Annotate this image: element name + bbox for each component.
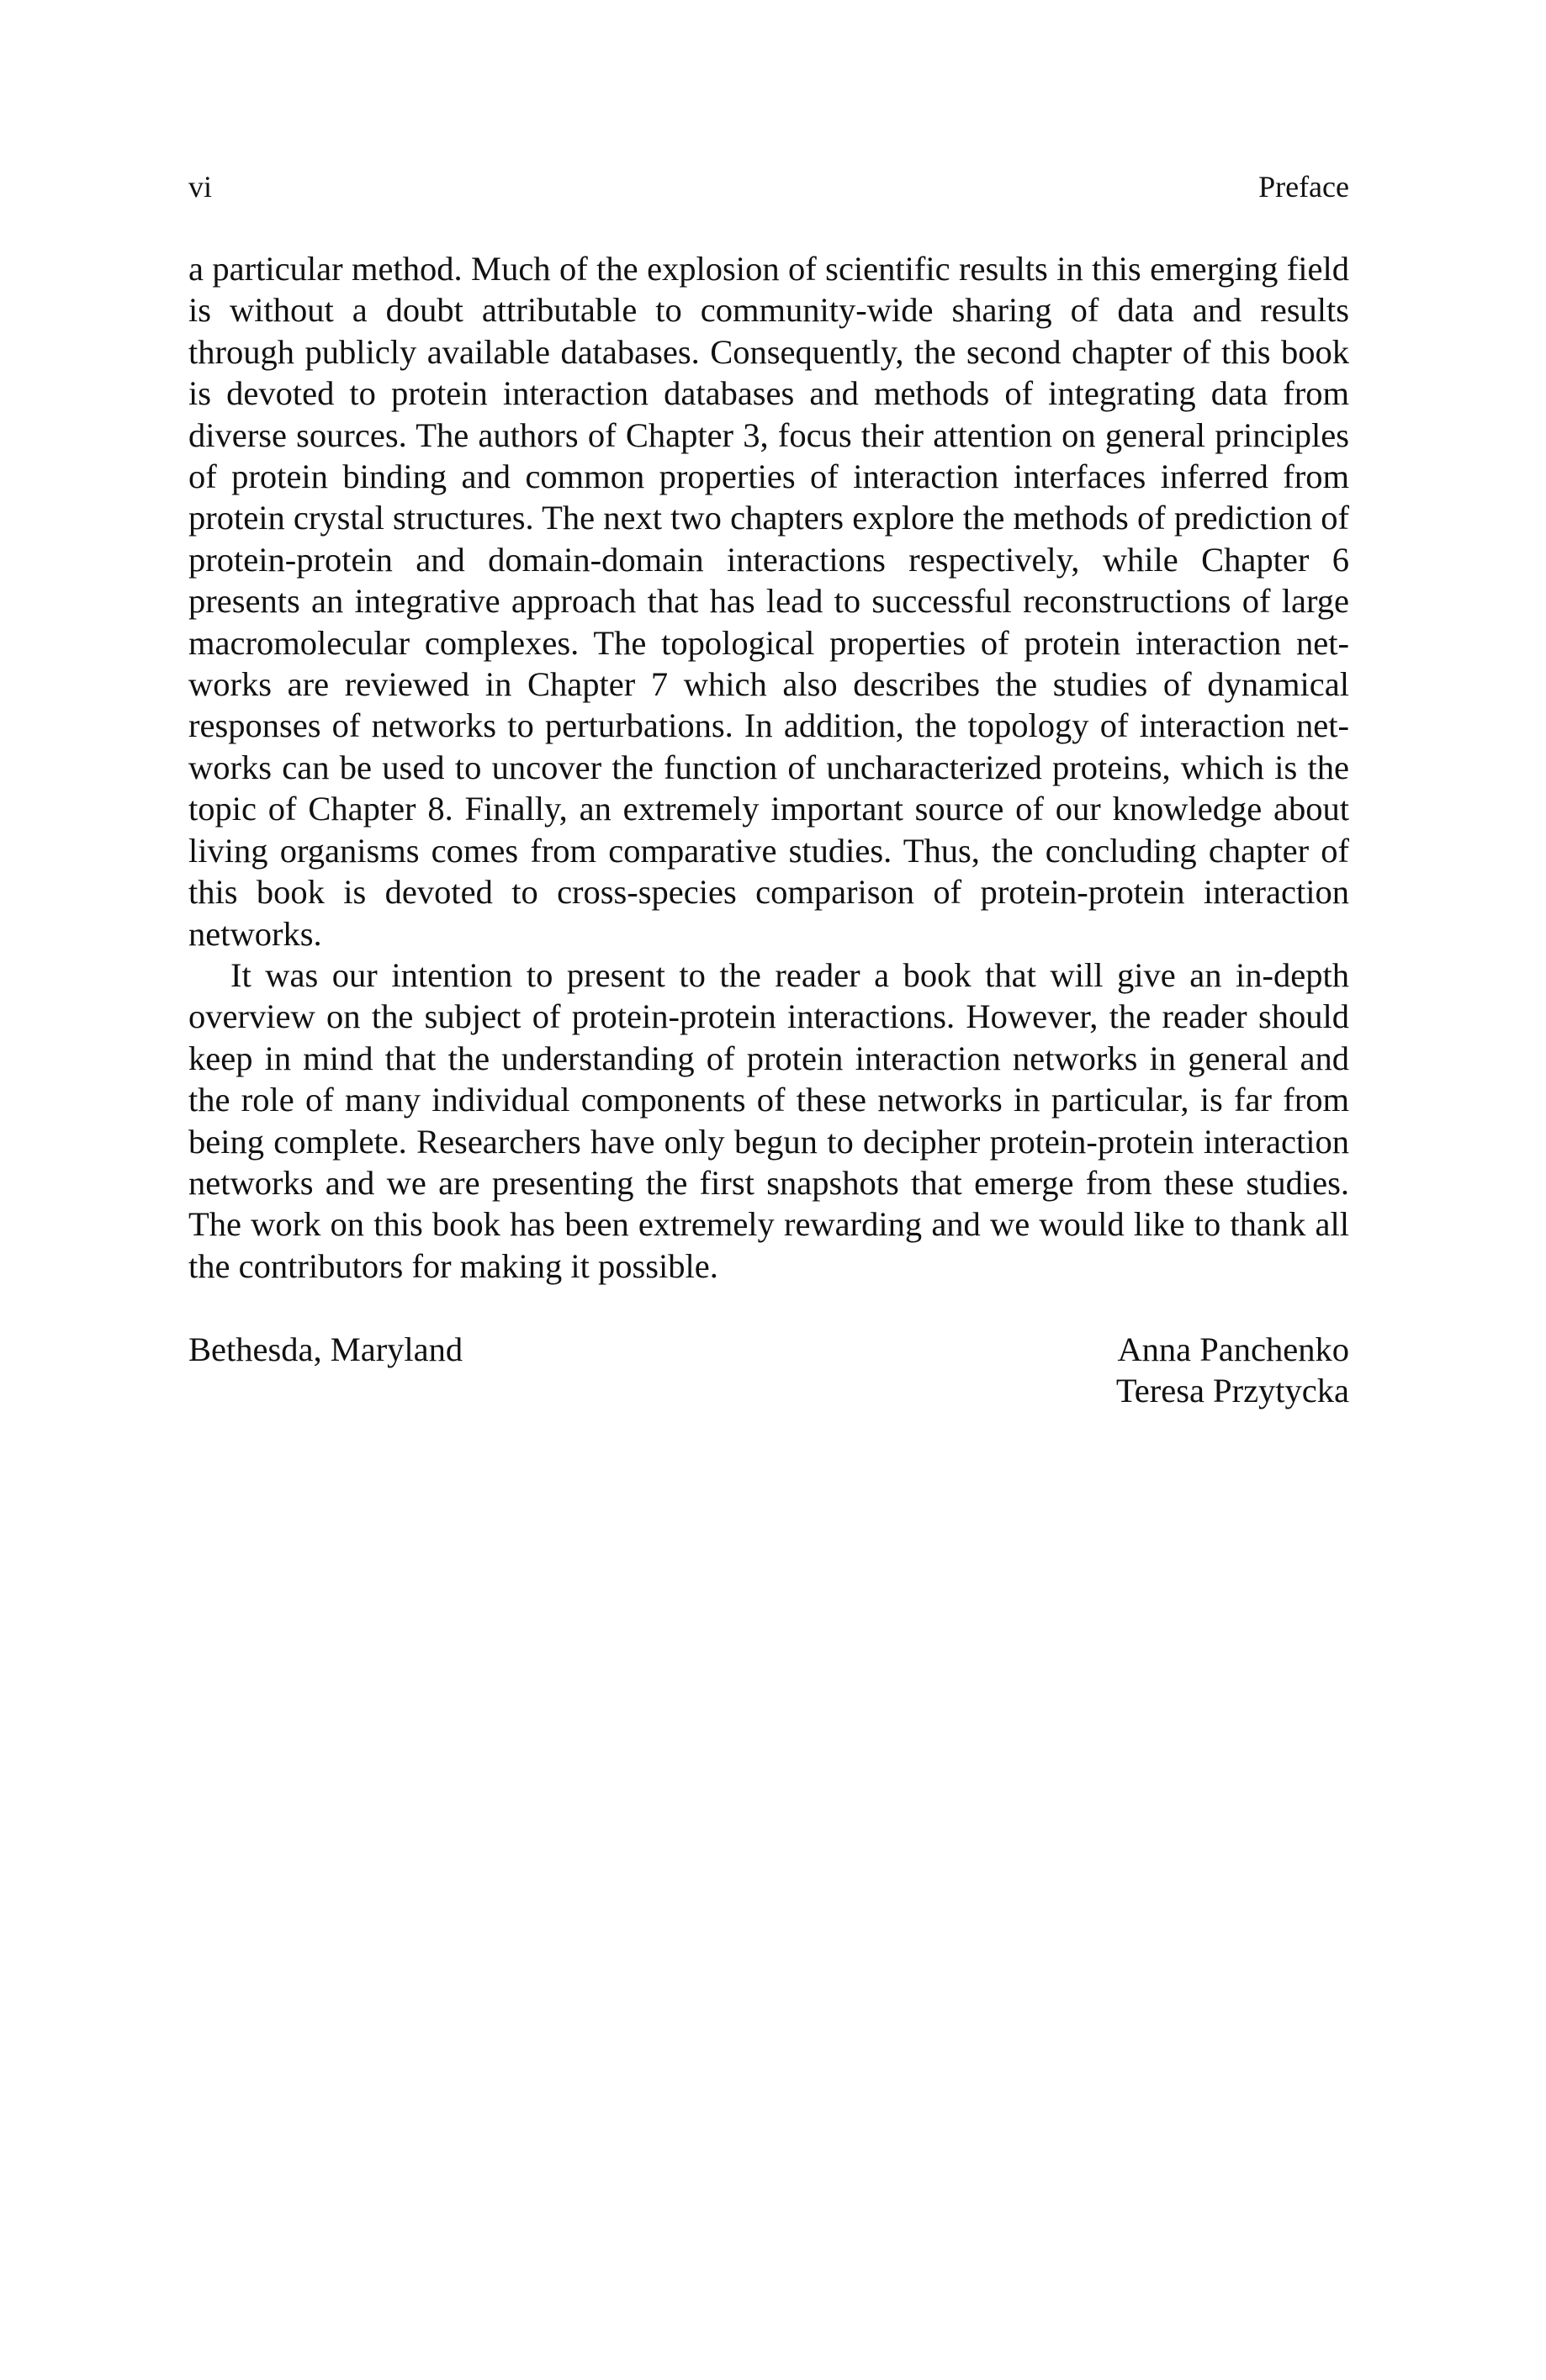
paragraph-closing: It was our intention to present to the reader a book that will give an in-depth overview on the subject of protein-protein interactions. However, the reader should keep in mind that the understanding of protein interaction networks in general and the role of many individual components of these networks in particular, is far from being complete. Researchers have only begun to decipher protein-protein interaction networks and we are presenting the first snapshots that emerge from these studies. The work on this book has been extremely rewarding and we would like to thank all the contributors for making it possible. xyxy=(188,955,1349,1285)
paragraph-continuation: a particular method. Much of the explosion of scientific results in this emerging field is without a doubt attributable to community-wide sharing of data and results through publicly available databases. Consequently, the second chapter of this book is devoted to protein interaction databases and methods of integrating data from diverse sources. The authors of Chapter 3, focus their attention on general principles of protein binding and common properties of interaction interfaces inferred from protein crystal structures. The next two chapters explore the methods of prediction of protein-protein and domain-domain interactions respectively, while Chapter 6 presents an integrative approach that has lead to successful reconstructions of large macromolecular complexes. The topological properties of protein interaction networks are reviewed in Chapter 7 which also describes the studies of dynamical responses of networks to perturbations. In addition, the topology of interaction networks can be used to uncover the function of uncharacterized proteins, which is the topic of Chapter 8. Finally, an extremely important source of our knowledge about living organisms comes from comparative studies. Thus, the concluding chapter of this book is devoted to cross-species comparison of protein-protein interaction networks. xyxy=(188,250,1349,953)
preface-body xyxy=(188,248,1349,1287)
signature-place: Bethesda, Maryland xyxy=(188,1330,463,1368)
author-name: Teresa Przytycka xyxy=(1115,1372,1349,1410)
page-number: vi xyxy=(188,170,213,204)
section-title: Preface xyxy=(1258,170,1349,204)
running-head xyxy=(188,168,1349,205)
author-name: Anna Panchenko xyxy=(1117,1330,1349,1368)
signature-authors xyxy=(1116,1329,1349,1412)
